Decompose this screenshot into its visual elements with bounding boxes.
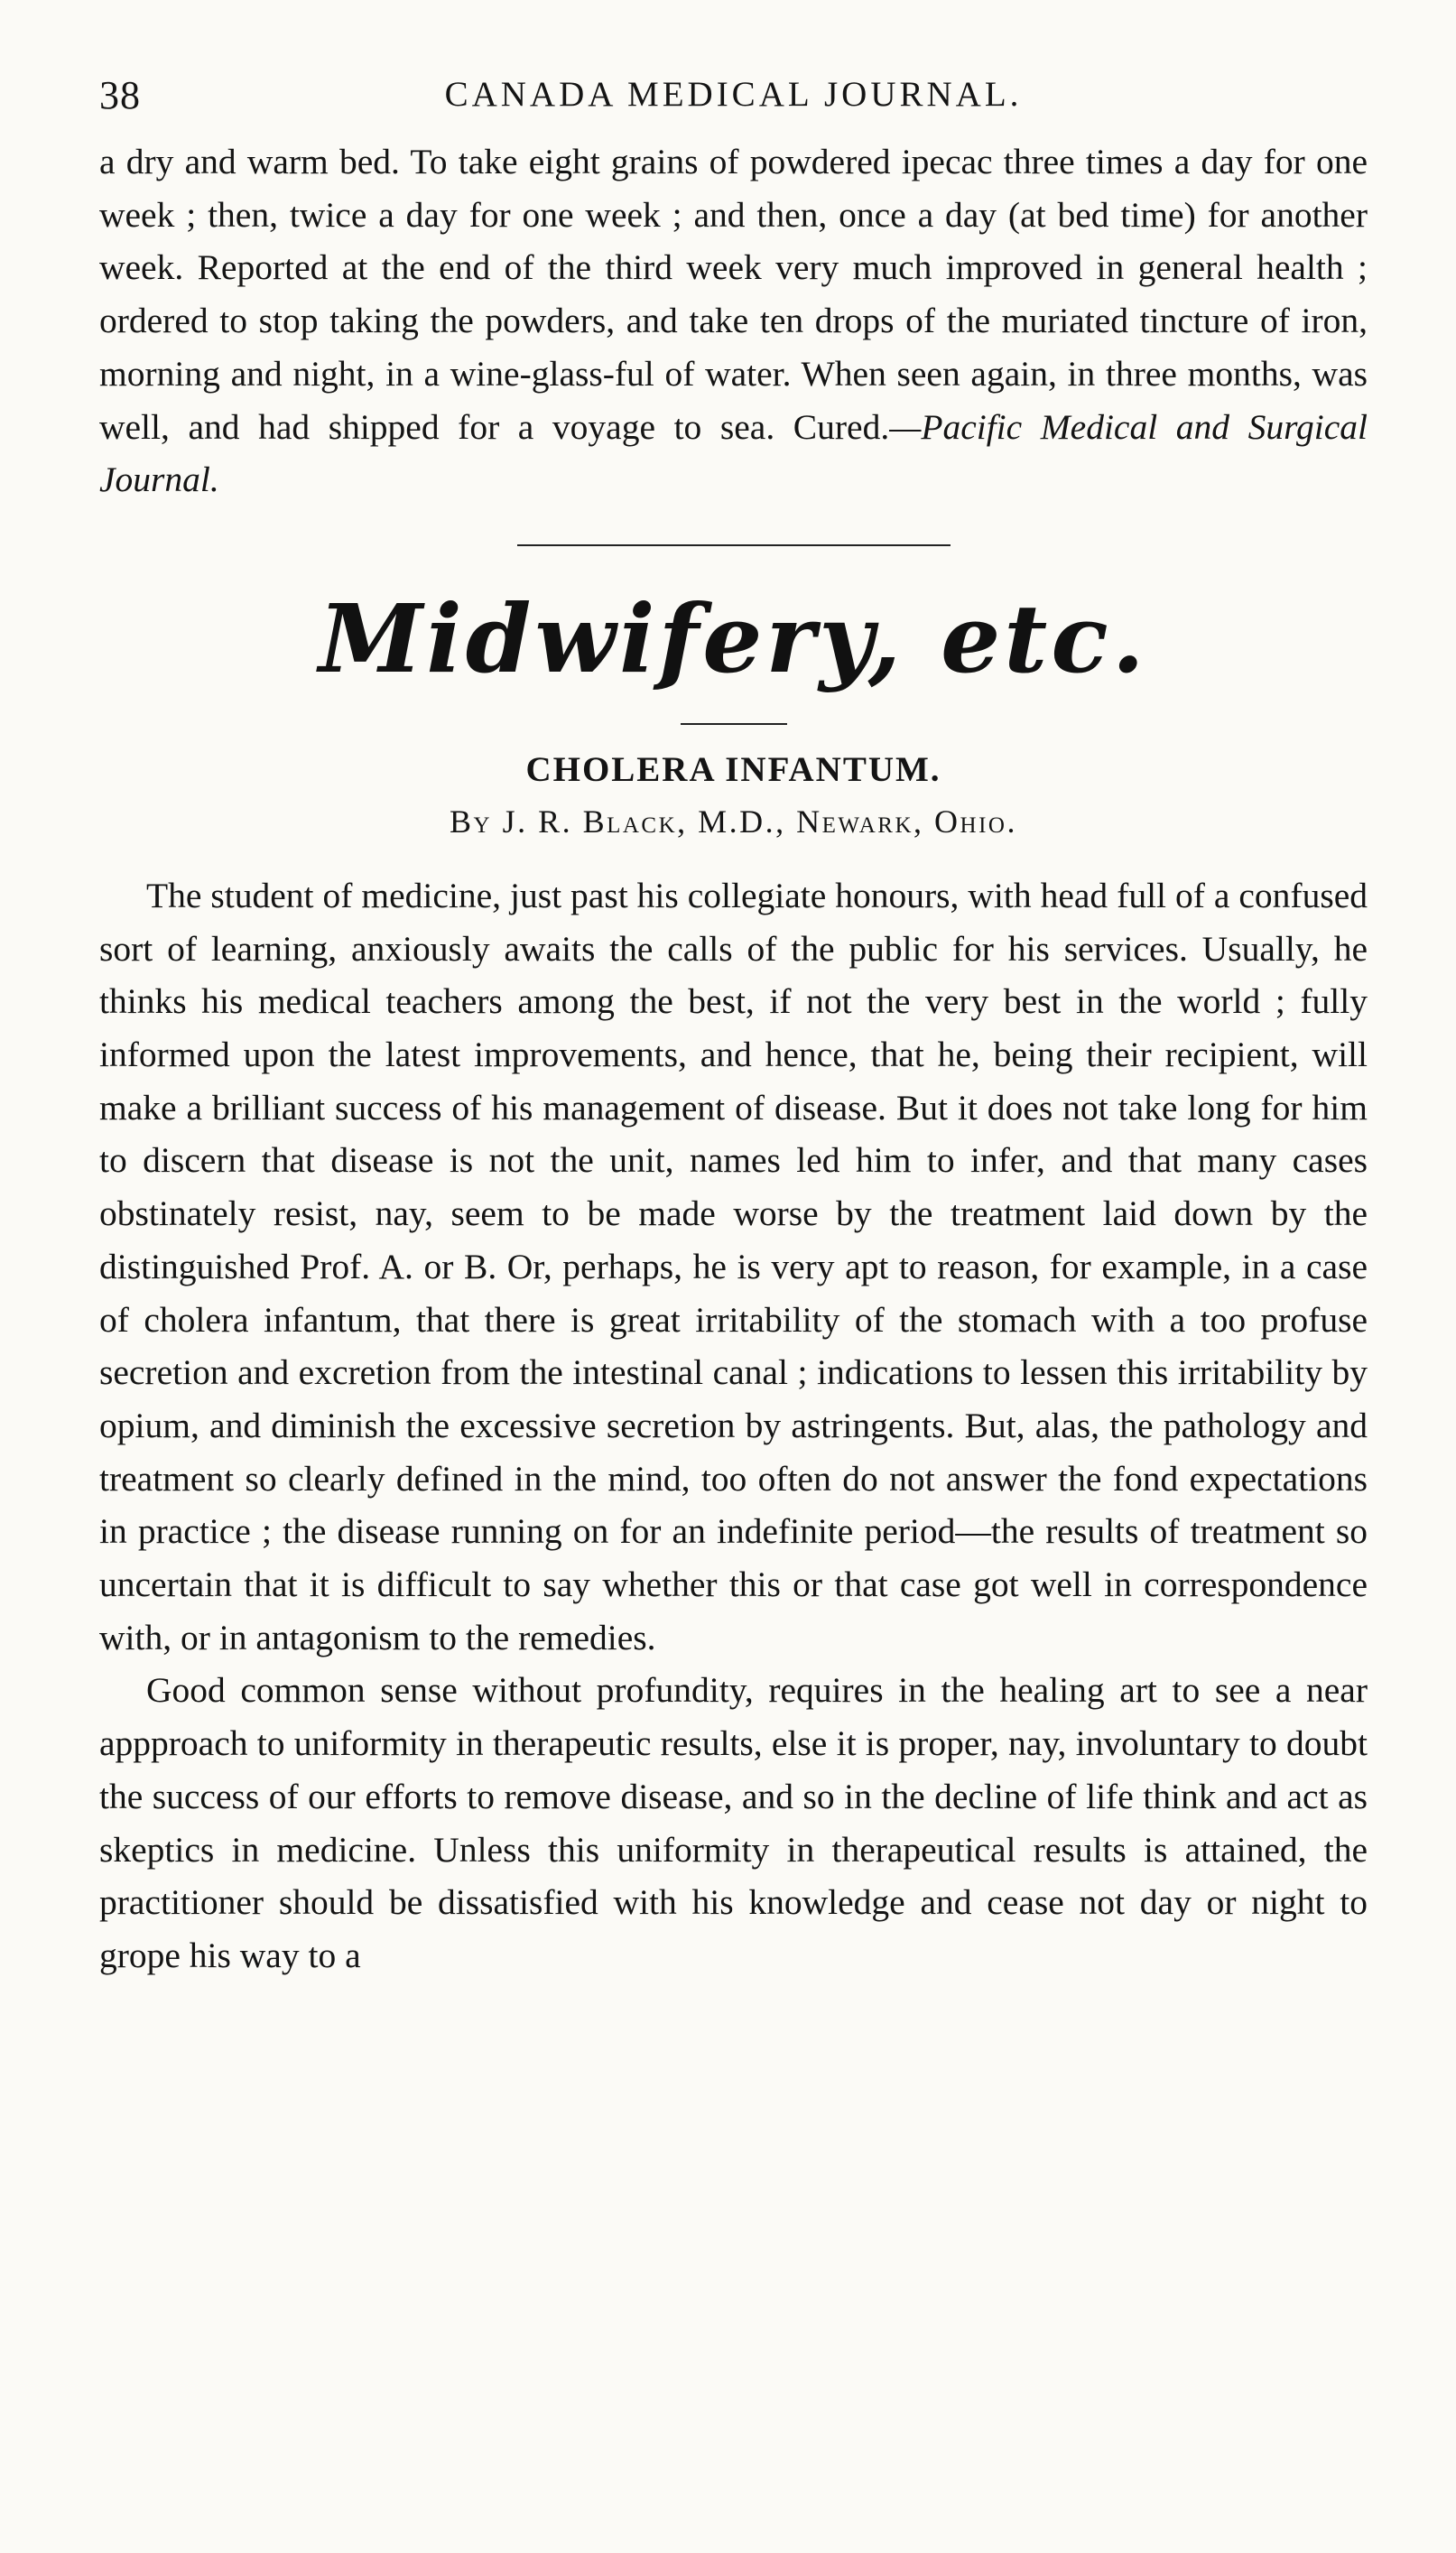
- article-title: CHOLERA INFANTUM.: [525, 749, 941, 789]
- journal-page: [99, 72, 1368, 1982]
- title-divider: [681, 723, 787, 725]
- article-byline: By J. R. Black, M.D., Newark, Ohio.: [450, 803, 1017, 840]
- journal-title: CANADA MEDICAL JOURNAL.: [444, 75, 1023, 114]
- previous-article-text: [99, 135, 1368, 506]
- previous-article-source: —Pacific Medical and Surgical Journal.: [99, 406, 1368, 500]
- article-paragraph: Good common sense without profundity, requires in the healing art to see a near appproach to uniformity in therapeutic results, else it is proper, nay, involuntary to doubt the success of our efforts to remove disease, and so in the decline of life think and act as skeptics in medicine. Unless this uniformity in therapeutical results is attained, the practitioner should be dissatisfied with his knowledge and cease not day or night to grope his way to a: [99, 1670, 1368, 1975]
- article-paragraph: The student of medicine, just past his collegiate honours, with head full of a confused sort of learning, anxiously awaits the calls of the public for his services. Usually, he thinks his medical teachers among the best, if not the very best in the world ; fully informed upon the latest improvements, and hence, that he, being their recipient, will make a brilliant success of his management of disease. But it does not take long for him to discern that disease is not the unit, names led him to infer, and that many cases obstinately resist, nay, seem to be made worse by the treatment laid down by the distinguished Prof. A. or B. Or, perhaps, he is very apt to reason, for example, in a case of cholera infantum, that there is great irritability of the stomach with a too profuse secretion and excretion from the intestinal canal ; indications to lessen this irritability by opium, and diminish the excessive secretion by astringents. But, alas, the pathology and treatment so clearly defined in the mind, too often do not answer the fond expectations in practice ; the disease running on for an indefinite period—the results of treatment so uncertain that it is difficult to say whether this or that case got well in correspondence with, or in antagonism to the remedies.: [99, 875, 1368, 1657]
- page-number: 38: [99, 73, 141, 117]
- running-head: [99, 72, 1368, 135]
- previous-article-body: a dry and warm bed. To take eight grains of powdered ipecac three times a day for one week ; then, twice a day for one week ; and then, once a day (at bed time) for another week. Reported at the end of the third week very much improved in general health ; ordered to stop taking the powders, and take ten drops of the muriated tincture of iron, morning and night, in a wine-glass-ful of water. When seen again, in three months, was well, and had shipped for a voyage to sea. Cured.: [99, 142, 1368, 447]
- article-body: [99, 869, 1368, 1982]
- section-title: Midwifery, etc.: [319, 582, 1148, 694]
- section-divider: [517, 544, 951, 546]
